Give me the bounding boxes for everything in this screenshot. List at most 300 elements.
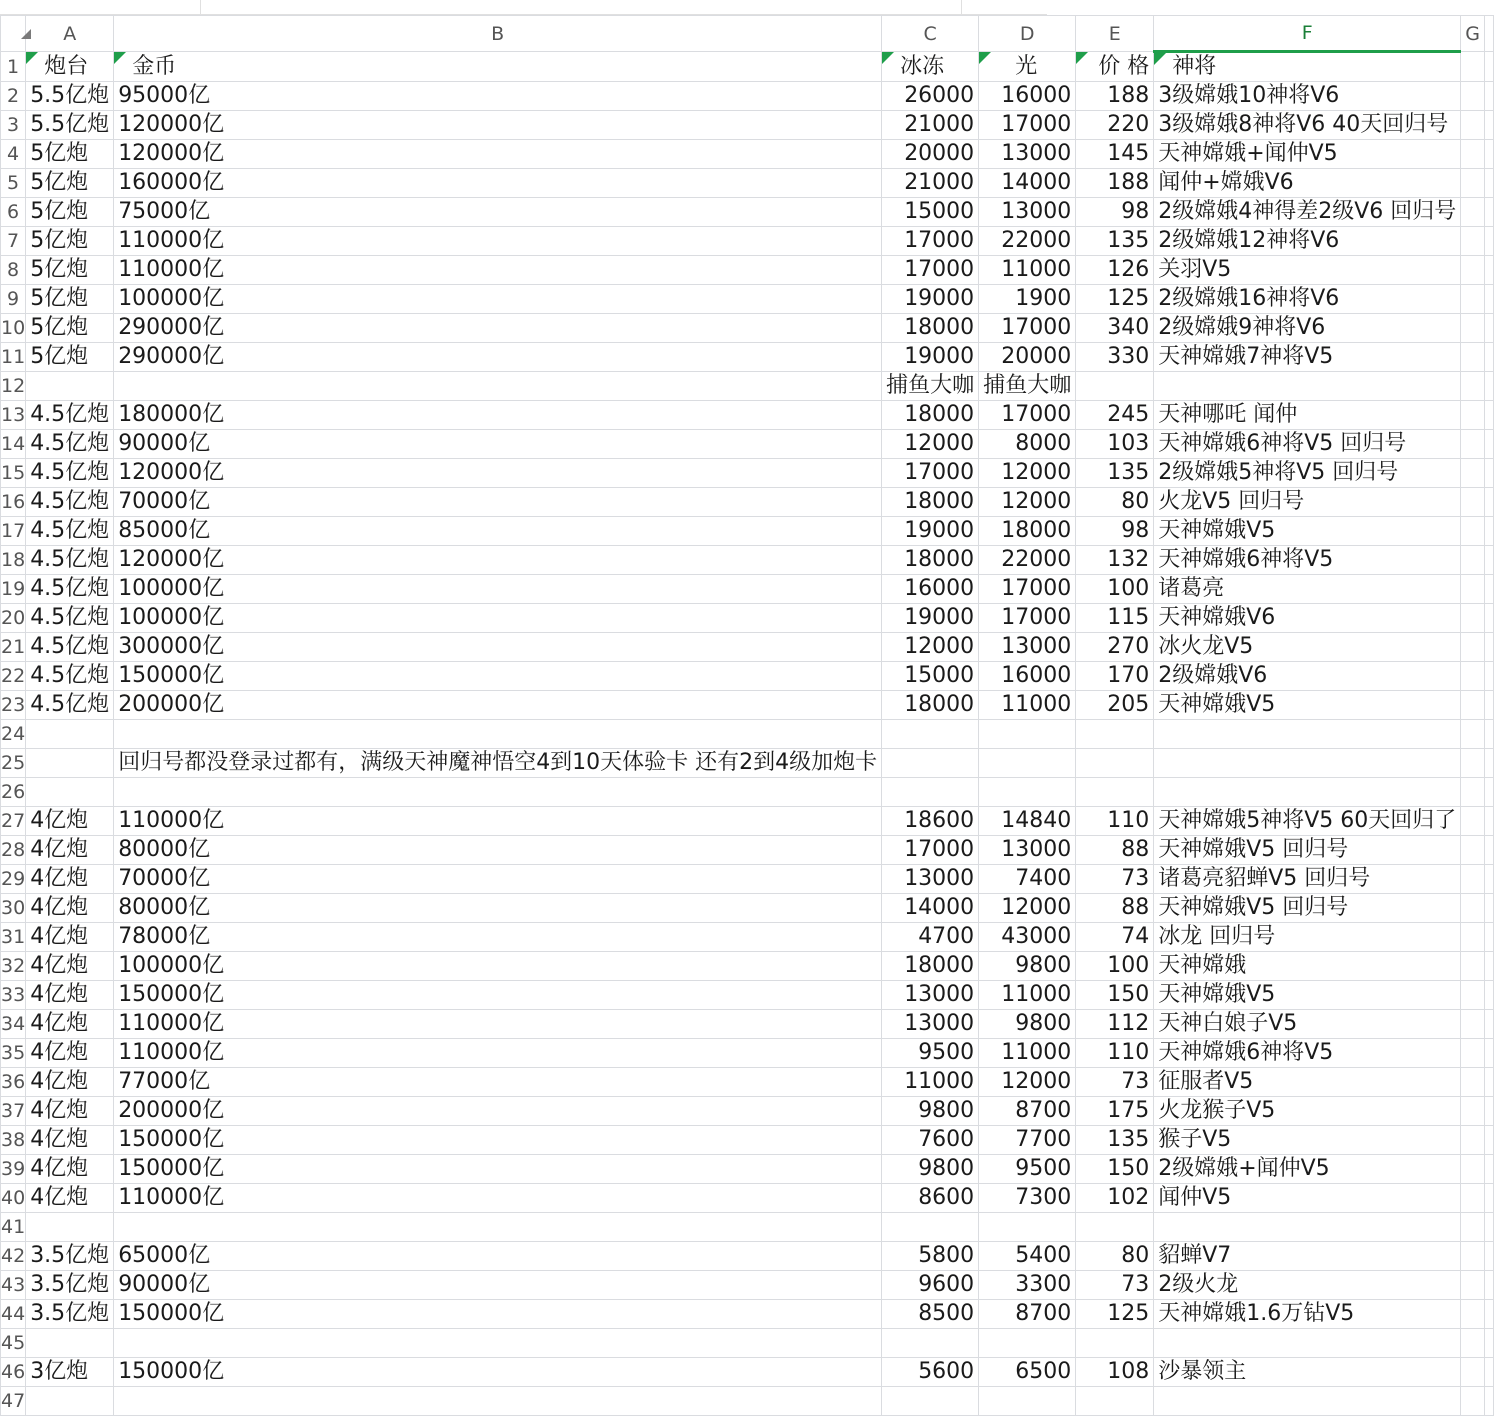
cell-g[interactable] [1461, 1068, 1485, 1097]
cell-b[interactable]: 200000亿 [114, 691, 882, 720]
cell-extra[interactable] [1484, 1097, 1493, 1126]
cell-a[interactable] [26, 1213, 114, 1242]
cell-f[interactable]: 2级嫦娥16神将V6 [1154, 285, 1461, 314]
column-header-b[interactable]: B [114, 16, 882, 52]
cell-c[interactable]: 5600 [882, 1358, 979, 1387]
cell-g[interactable] [1461, 865, 1485, 894]
cell-a[interactable]: 5亿炮 [26, 256, 114, 285]
row-number[interactable]: 36 [1, 1068, 26, 1097]
cell-f[interactable]: 2级嫦娥5神将V5 回归号 [1154, 459, 1461, 488]
cell-f[interactable]: 3级嫦娥8神将V6 40天回归号 [1154, 111, 1461, 140]
row-number[interactable]: 34 [1, 1010, 26, 1039]
cell-b[interactable]: 150000亿 [114, 662, 882, 691]
cell-g[interactable] [1461, 140, 1485, 169]
cell-b[interactable]: 150000亿 [114, 981, 882, 1010]
cell-extra[interactable] [1484, 1358, 1493, 1387]
cell-g[interactable] [1461, 546, 1485, 575]
column-header-a[interactable]: A [26, 16, 114, 52]
cell-a[interactable] [26, 778, 114, 807]
row-number[interactable]: 14 [1, 430, 26, 459]
cell-g[interactable] [1461, 720, 1485, 749]
cell-e[interactable]: 108 [1076, 1358, 1154, 1387]
cell-e[interactable]: 245 [1076, 401, 1154, 430]
cell-d[interactable]: 17000 [979, 401, 1076, 430]
cell-g[interactable] [1461, 169, 1485, 198]
cell-extra[interactable] [1484, 952, 1493, 981]
cell-f[interactable]: 天神嫦娥6神将V5 [1154, 1039, 1461, 1068]
cell-extra[interactable] [1484, 691, 1493, 720]
cell-c[interactable]: 4700 [882, 923, 979, 952]
cell-c[interactable] [882, 1329, 979, 1358]
cell-f[interactable]: 诸葛亮貂蝉V5 回归号 [1154, 865, 1461, 894]
cell-c[interactable]: 捕鱼大咖 [882, 372, 979, 401]
row-number[interactable]: 39 [1, 1155, 26, 1184]
cell-g[interactable] [1461, 198, 1485, 227]
cell-c[interactable]: 19000 [882, 343, 979, 372]
cell-a[interactable]: 4亿炮 [26, 894, 114, 923]
cell-a[interactable]: 5亿炮 [26, 227, 114, 256]
row-number[interactable]: 21 [1, 633, 26, 662]
cell-extra[interactable] [1484, 169, 1493, 198]
cell-c[interactable]: 9800 [882, 1155, 979, 1184]
cell-d[interactable] [979, 749, 1076, 778]
cell-b[interactable]: 150000亿 [114, 1155, 882, 1184]
cell-a[interactable]: 4亿炮 [26, 1126, 114, 1155]
row-number[interactable]: 46 [1, 1358, 26, 1387]
cell-e[interactable] [1076, 1213, 1154, 1242]
cell-a[interactable]: 4.5亿炮 [26, 488, 114, 517]
cell-d[interactable]: 3300 [979, 1271, 1076, 1300]
cell-a[interactable]: 4亿炮 [26, 1184, 114, 1213]
cell-extra[interactable] [1484, 227, 1493, 256]
cell-a[interactable]: 4亿炮 [26, 1010, 114, 1039]
cell-f[interactable]: 2级嫦娥V6 [1154, 662, 1461, 691]
row-number[interactable]: 45 [1, 1329, 26, 1358]
cell-extra[interactable] [1484, 459, 1493, 488]
cell-a[interactable]: 4.5亿炮 [26, 633, 114, 662]
cell-e[interactable]: 100 [1076, 952, 1154, 981]
cell-b[interactable]: 290000亿 [114, 314, 882, 343]
cell-a[interactable]: 4亿炮 [26, 865, 114, 894]
cell-e[interactable] [1076, 720, 1154, 749]
row-number[interactable]: 35 [1, 1039, 26, 1068]
cell-extra[interactable] [1484, 517, 1493, 546]
cell-b[interactable]: 110000亿 [114, 256, 882, 285]
cell-b[interactable]: 78000亿 [114, 923, 882, 952]
cell-extra[interactable] [1484, 111, 1493, 140]
cell-g[interactable] [1461, 1039, 1485, 1068]
cell-f[interactable]: 天神嫦娥+闻仲V5 [1154, 140, 1461, 169]
cell-e[interactable]: 188 [1076, 169, 1154, 198]
cell-d[interactable]: 22000 [979, 227, 1076, 256]
cell-b[interactable] [114, 720, 882, 749]
cell-extra[interactable] [1484, 343, 1493, 372]
cell-extra[interactable] [1484, 1329, 1493, 1358]
row-number[interactable]: 19 [1, 575, 26, 604]
cell-f[interactable]: 天神嫦娥V6 [1154, 604, 1461, 633]
cell-c[interactable]: 13000 [882, 1010, 979, 1039]
cell-extra[interactable] [1484, 1068, 1493, 1097]
cell-e[interactable]: 126 [1076, 256, 1154, 285]
cell-g[interactable] [1461, 256, 1485, 285]
cell-e[interactable]: 73 [1076, 1068, 1154, 1097]
row-number[interactable]: 26 [1, 778, 26, 807]
cell-extra[interactable] [1484, 488, 1493, 517]
spreadsheet-grid[interactable] [0, 15, 1480, 1416]
cell-g[interactable] [1461, 836, 1485, 865]
cell-b[interactable]: 110000亿 [114, 807, 882, 836]
cell-f[interactable]: 天神白娘子V5 [1154, 1010, 1461, 1039]
cell-d[interactable]: 18000 [979, 517, 1076, 546]
cell-f[interactable]: 猴子V5 [1154, 1126, 1461, 1155]
cell-c[interactable]: 17000 [882, 256, 979, 285]
cell-extra[interactable] [1484, 140, 1493, 169]
cell-extra[interactable] [1484, 604, 1493, 633]
cell-f[interactable] [1154, 1213, 1461, 1242]
cell-f[interactable]: 神将 [1154, 52, 1461, 82]
cell-e[interactable]: 80 [1076, 1242, 1154, 1271]
cell-a[interactable] [26, 1329, 114, 1358]
cell-e[interactable]: 价 格 [1076, 52, 1154, 82]
cell-f[interactable]: 2级火龙 [1154, 1271, 1461, 1300]
cell-a[interactable]: 3.5亿炮 [26, 1242, 114, 1271]
cell-d[interactable]: 12000 [979, 488, 1076, 517]
row-number[interactable]: 9 [1, 285, 26, 314]
cell-f[interactable]: 天神嫦娥 [1154, 952, 1461, 981]
cell-extra[interactable] [1484, 1010, 1493, 1039]
cell-c[interactable] [882, 778, 979, 807]
cell-g[interactable] [1461, 604, 1485, 633]
cell-a[interactable]: 4亿炮 [26, 923, 114, 952]
cell-a[interactable]: 5亿炮 [26, 343, 114, 372]
cell-d[interactable]: 光 [979, 52, 1076, 82]
cell-d[interactable]: 7700 [979, 1126, 1076, 1155]
cell-d[interactable]: 5400 [979, 1242, 1076, 1271]
row-number[interactable]: 44 [1, 1300, 26, 1329]
cell-extra[interactable] [1484, 923, 1493, 952]
cell-extra[interactable] [1484, 256, 1493, 285]
cell-e[interactable]: 73 [1076, 865, 1154, 894]
row-number[interactable]: 24 [1, 720, 26, 749]
cell-g[interactable] [1461, 52, 1485, 82]
cell-d[interactable] [979, 1387, 1076, 1416]
cell-d[interactable]: 捕鱼大咖 [979, 372, 1076, 401]
cell-a[interactable]: 4.5亿炮 [26, 691, 114, 720]
row-number[interactable]: 7 [1, 227, 26, 256]
cell-f[interactable] [1154, 778, 1461, 807]
cell-g[interactable] [1461, 343, 1485, 372]
cell-g[interactable] [1461, 82, 1485, 111]
cell-f[interactable]: 2级嫦娥+闻仲V5 [1154, 1155, 1461, 1184]
cell-g[interactable] [1461, 662, 1485, 691]
cell-e[interactable]: 135 [1076, 1126, 1154, 1155]
cell-e[interactable]: 98 [1076, 198, 1154, 227]
cell-g[interactable] [1461, 227, 1485, 256]
cell-b[interactable]: 150000亿 [114, 1358, 882, 1387]
cell-c[interactable]: 20000 [882, 140, 979, 169]
cell-g[interactable] [1461, 111, 1485, 140]
cell-d[interactable]: 16000 [979, 662, 1076, 691]
cell-e[interactable]: 270 [1076, 633, 1154, 662]
cell-f[interactable]: 冰龙 回归号 [1154, 923, 1461, 952]
row-number[interactable]: 16 [1, 488, 26, 517]
cell-g[interactable] [1461, 314, 1485, 343]
cell-e[interactable] [1076, 778, 1154, 807]
cell-b[interactable]: 290000亿 [114, 343, 882, 372]
cell-d[interactable]: 7400 [979, 865, 1076, 894]
row-number[interactable]: 10 [1, 314, 26, 343]
cell-e[interactable]: 132 [1076, 546, 1154, 575]
cell-a[interactable]: 4亿炮 [26, 1068, 114, 1097]
cell-a[interactable]: 3.5亿炮 [26, 1300, 114, 1329]
cell-f[interactable]: 天神嫦娥V5 [1154, 981, 1461, 1010]
cell-b[interactable]: 80000亿 [114, 894, 882, 923]
cell-b[interactable]: 金币 [114, 52, 882, 82]
cell-f[interactable]: 天神嫦娥7神将V5 [1154, 343, 1461, 372]
cell-e[interactable]: 88 [1076, 894, 1154, 923]
cell-g[interactable] [1461, 807, 1485, 836]
cell-e[interactable]: 330 [1076, 343, 1154, 372]
row-number[interactable]: 27 [1, 807, 26, 836]
column-header-g[interactable]: G [1461, 16, 1485, 52]
cell-c[interactable]: 13000 [882, 865, 979, 894]
cell-c[interactable]: 8500 [882, 1300, 979, 1329]
cell-extra[interactable] [1484, 575, 1493, 604]
cell-extra[interactable] [1484, 1300, 1493, 1329]
cell-f[interactable]: 征服者V5 [1154, 1068, 1461, 1097]
cell-g[interactable] [1461, 923, 1485, 952]
cell-extra[interactable] [1484, 1184, 1493, 1213]
cell-c[interactable]: 21000 [882, 169, 979, 198]
cell-e[interactable]: 150 [1076, 1155, 1154, 1184]
cell-e[interactable]: 150 [1076, 981, 1154, 1010]
cell-b[interactable]: 180000亿 [114, 401, 882, 430]
cell-c[interactable]: 9600 [882, 1271, 979, 1300]
cell-g[interactable] [1461, 1387, 1485, 1416]
cell-c[interactable] [882, 1387, 979, 1416]
column-header-d[interactable]: D [979, 16, 1076, 52]
cell-extra[interactable] [1484, 546, 1493, 575]
cell-a[interactable]: 炮台 [26, 52, 114, 82]
row-number[interactable]: 3 [1, 111, 26, 140]
cell-d[interactable]: 20000 [979, 343, 1076, 372]
row-number[interactable]: 20 [1, 604, 26, 633]
cell-d[interactable]: 16000 [979, 82, 1076, 111]
cell-extra[interactable] [1484, 720, 1493, 749]
cell-d[interactable]: 43000 [979, 923, 1076, 952]
cell-c[interactable]: 11000 [882, 1068, 979, 1097]
cell-a[interactable]: 4亿炮 [26, 1039, 114, 1068]
column-header-extra[interactable] [1484, 16, 1493, 52]
cell-f[interactable]: 闻仲+嫦娥V6 [1154, 169, 1461, 198]
cell-d[interactable]: 9800 [979, 1010, 1076, 1039]
cell-a[interactable]: 4.5亿炮 [26, 401, 114, 430]
cell-d[interactable]: 17000 [979, 111, 1076, 140]
cell-e[interactable]: 175 [1076, 1097, 1154, 1126]
cell-c[interactable]: 21000 [882, 111, 979, 140]
cell-b[interactable]: 110000亿 [114, 1184, 882, 1213]
cell-extra[interactable] [1484, 836, 1493, 865]
cell-c[interactable]: 17000 [882, 459, 979, 488]
cell-e[interactable]: 135 [1076, 459, 1154, 488]
cell-extra[interactable] [1484, 1126, 1493, 1155]
row-number[interactable]: 22 [1, 662, 26, 691]
cell-b[interactable]: 70000亿 [114, 865, 882, 894]
cell-a[interactable] [26, 1387, 114, 1416]
cell-g[interactable] [1461, 633, 1485, 662]
cell-g[interactable] [1461, 981, 1485, 1010]
cell-c[interactable] [882, 1213, 979, 1242]
cell-g[interactable] [1461, 459, 1485, 488]
cell-c[interactable]: 12000 [882, 633, 979, 662]
cell-c[interactable]: 18000 [882, 691, 979, 720]
cell-e[interactable]: 220 [1076, 111, 1154, 140]
cell-d[interactable]: 8700 [979, 1097, 1076, 1126]
cell-c[interactable]: 18600 [882, 807, 979, 836]
cell-f[interactable]: 天神嫦娥1.6万钻V5 [1154, 1300, 1461, 1329]
cell-g[interactable] [1461, 952, 1485, 981]
cell-a[interactable]: 4.5亿炮 [26, 575, 114, 604]
row-number[interactable]: 28 [1, 836, 26, 865]
cell-c[interactable]: 冰冻 [882, 52, 979, 82]
cell-extra[interactable] [1484, 981, 1493, 1010]
cell-d[interactable]: 13000 [979, 633, 1076, 662]
cell-g[interactable] [1461, 749, 1485, 778]
cell-d[interactable] [979, 1213, 1076, 1242]
cell-f[interactable]: 2级嫦娥4神得差2级V6 回归号 [1154, 198, 1461, 227]
cell-g[interactable] [1461, 401, 1485, 430]
cell-extra[interactable] [1484, 198, 1493, 227]
cell-extra[interactable] [1484, 82, 1493, 111]
row-number[interactable]: 2 [1, 82, 26, 111]
cell-b[interactable]: 90000亿 [114, 1271, 882, 1300]
cell-a[interactable]: 4亿炮 [26, 1097, 114, 1126]
cell-a[interactable]: 4.5亿炮 [26, 546, 114, 575]
cell-e[interactable]: 125 [1076, 1300, 1154, 1329]
cell-g[interactable] [1461, 285, 1485, 314]
cell-e[interactable]: 115 [1076, 604, 1154, 633]
cell-extra[interactable] [1484, 52, 1493, 82]
cell-extra[interactable] [1484, 1387, 1493, 1416]
cell-e[interactable] [1076, 1387, 1154, 1416]
cell-e[interactable]: 73 [1076, 1271, 1154, 1300]
cell-e[interactable]: 80 [1076, 488, 1154, 517]
cell-a[interactable]: 5亿炮 [26, 314, 114, 343]
cell-d[interactable]: 11000 [979, 691, 1076, 720]
cell-b[interactable]: 95000亿 [114, 82, 882, 111]
cell-d[interactable]: 17000 [979, 314, 1076, 343]
cell-g[interactable] [1461, 488, 1485, 517]
cell-b[interactable]: 100000亿 [114, 575, 882, 604]
cell-extra[interactable] [1484, 807, 1493, 836]
row-number[interactable]: 11 [1, 343, 26, 372]
row-number[interactable]: 5 [1, 169, 26, 198]
select-all-corner[interactable] [1, 16, 26, 52]
cell-a[interactable]: 3亿炮 [26, 1358, 114, 1387]
cell-c[interactable]: 9800 [882, 1097, 979, 1126]
cell-a[interactable]: 4.5亿炮 [26, 517, 114, 546]
cell-f[interactable]: 天神嫦娥6神将V5 [1154, 546, 1461, 575]
cell-b[interactable]: 65000亿 [114, 1242, 882, 1271]
cell-b[interactable]: 80000亿 [114, 836, 882, 865]
cell-e[interactable]: 340 [1076, 314, 1154, 343]
cell-f[interactable]: 2级嫦娥9神将V6 [1154, 314, 1461, 343]
cell-extra[interactable] [1484, 285, 1493, 314]
cell-b[interactable]: 110000亿 [114, 1010, 882, 1039]
cell-b[interactable]: 300000亿 [114, 633, 882, 662]
cell-extra[interactable] [1484, 1242, 1493, 1271]
cell-g[interactable] [1461, 1184, 1485, 1213]
cell-g[interactable] [1461, 778, 1485, 807]
cell-a[interactable]: 4.5亿炮 [26, 430, 114, 459]
cell-b[interactable]: 110000亿 [114, 227, 882, 256]
cell-extra[interactable] [1484, 778, 1493, 807]
cell-c[interactable]: 9500 [882, 1039, 979, 1068]
cell-c[interactable] [882, 720, 979, 749]
cell-f[interactable]: 天神嫦娥6神将V5 回归号 [1154, 430, 1461, 459]
cell-d[interactable]: 1900 [979, 285, 1076, 314]
cell-b[interactable] [114, 372, 882, 401]
row-number[interactable]: 8 [1, 256, 26, 285]
row-number[interactable]: 18 [1, 546, 26, 575]
cell-extra[interactable] [1484, 401, 1493, 430]
cell-a[interactable]: 5亿炮 [26, 169, 114, 198]
cell-d[interactable] [979, 1329, 1076, 1358]
cell-f[interactable]: 天神嫦娥5神将V5 60天回归了 [1154, 807, 1461, 836]
cell-g[interactable] [1461, 1300, 1485, 1329]
cell-f[interactable]: 天神哪吒 闻仲 [1154, 401, 1461, 430]
row-number[interactable]: 12 [1, 372, 26, 401]
cell-c[interactable]: 13000 [882, 981, 979, 1010]
cell-c[interactable]: 19000 [882, 604, 979, 633]
cell-a[interactable]: 5亿炮 [26, 140, 114, 169]
cell-f[interactable]: 3级嫦娥10神将V6 [1154, 82, 1461, 111]
cell-e[interactable]: 145 [1076, 140, 1154, 169]
row-number[interactable]: 23 [1, 691, 26, 720]
cell-f[interactable] [1154, 372, 1461, 401]
cell-extra[interactable] [1484, 1039, 1493, 1068]
cell-e[interactable]: 103 [1076, 430, 1154, 459]
row-number[interactable]: 33 [1, 981, 26, 1010]
column-header-f[interactable]: F [1154, 16, 1461, 52]
cell-d[interactable]: 8000 [979, 430, 1076, 459]
cell-e[interactable]: 135 [1076, 227, 1154, 256]
cell-d[interactable]: 11000 [979, 981, 1076, 1010]
cell-f[interactable] [1154, 1329, 1461, 1358]
cell-c[interactable]: 16000 [882, 575, 979, 604]
row-number[interactable]: 38 [1, 1126, 26, 1155]
cell-e[interactable] [1076, 1329, 1154, 1358]
cell-d[interactable]: 14840 [979, 807, 1076, 836]
row-number[interactable]: 31 [1, 923, 26, 952]
cell-e[interactable]: 110 [1076, 1039, 1154, 1068]
cell-d[interactable]: 22000 [979, 546, 1076, 575]
cell-b[interactable]: 150000亿 [114, 1126, 882, 1155]
cell-g[interactable] [1461, 430, 1485, 459]
cell-d[interactable]: 11000 [979, 256, 1076, 285]
cell-extra[interactable] [1484, 1213, 1493, 1242]
row-number[interactable]: 42 [1, 1242, 26, 1271]
cell-e[interactable]: 188 [1076, 82, 1154, 111]
row-number[interactable]: 37 [1, 1097, 26, 1126]
row-number[interactable]: 40 [1, 1184, 26, 1213]
cell-b[interactable]: 100000亿 [114, 285, 882, 314]
cell-f[interactable]: 天神嫦娥V5 回归号 [1154, 836, 1461, 865]
cell-a[interactable] [26, 372, 114, 401]
cell-a[interactable]: 5亿炮 [26, 198, 114, 227]
cell-b[interactable]: 77000亿 [114, 1068, 882, 1097]
cell-extra[interactable] [1484, 662, 1493, 691]
